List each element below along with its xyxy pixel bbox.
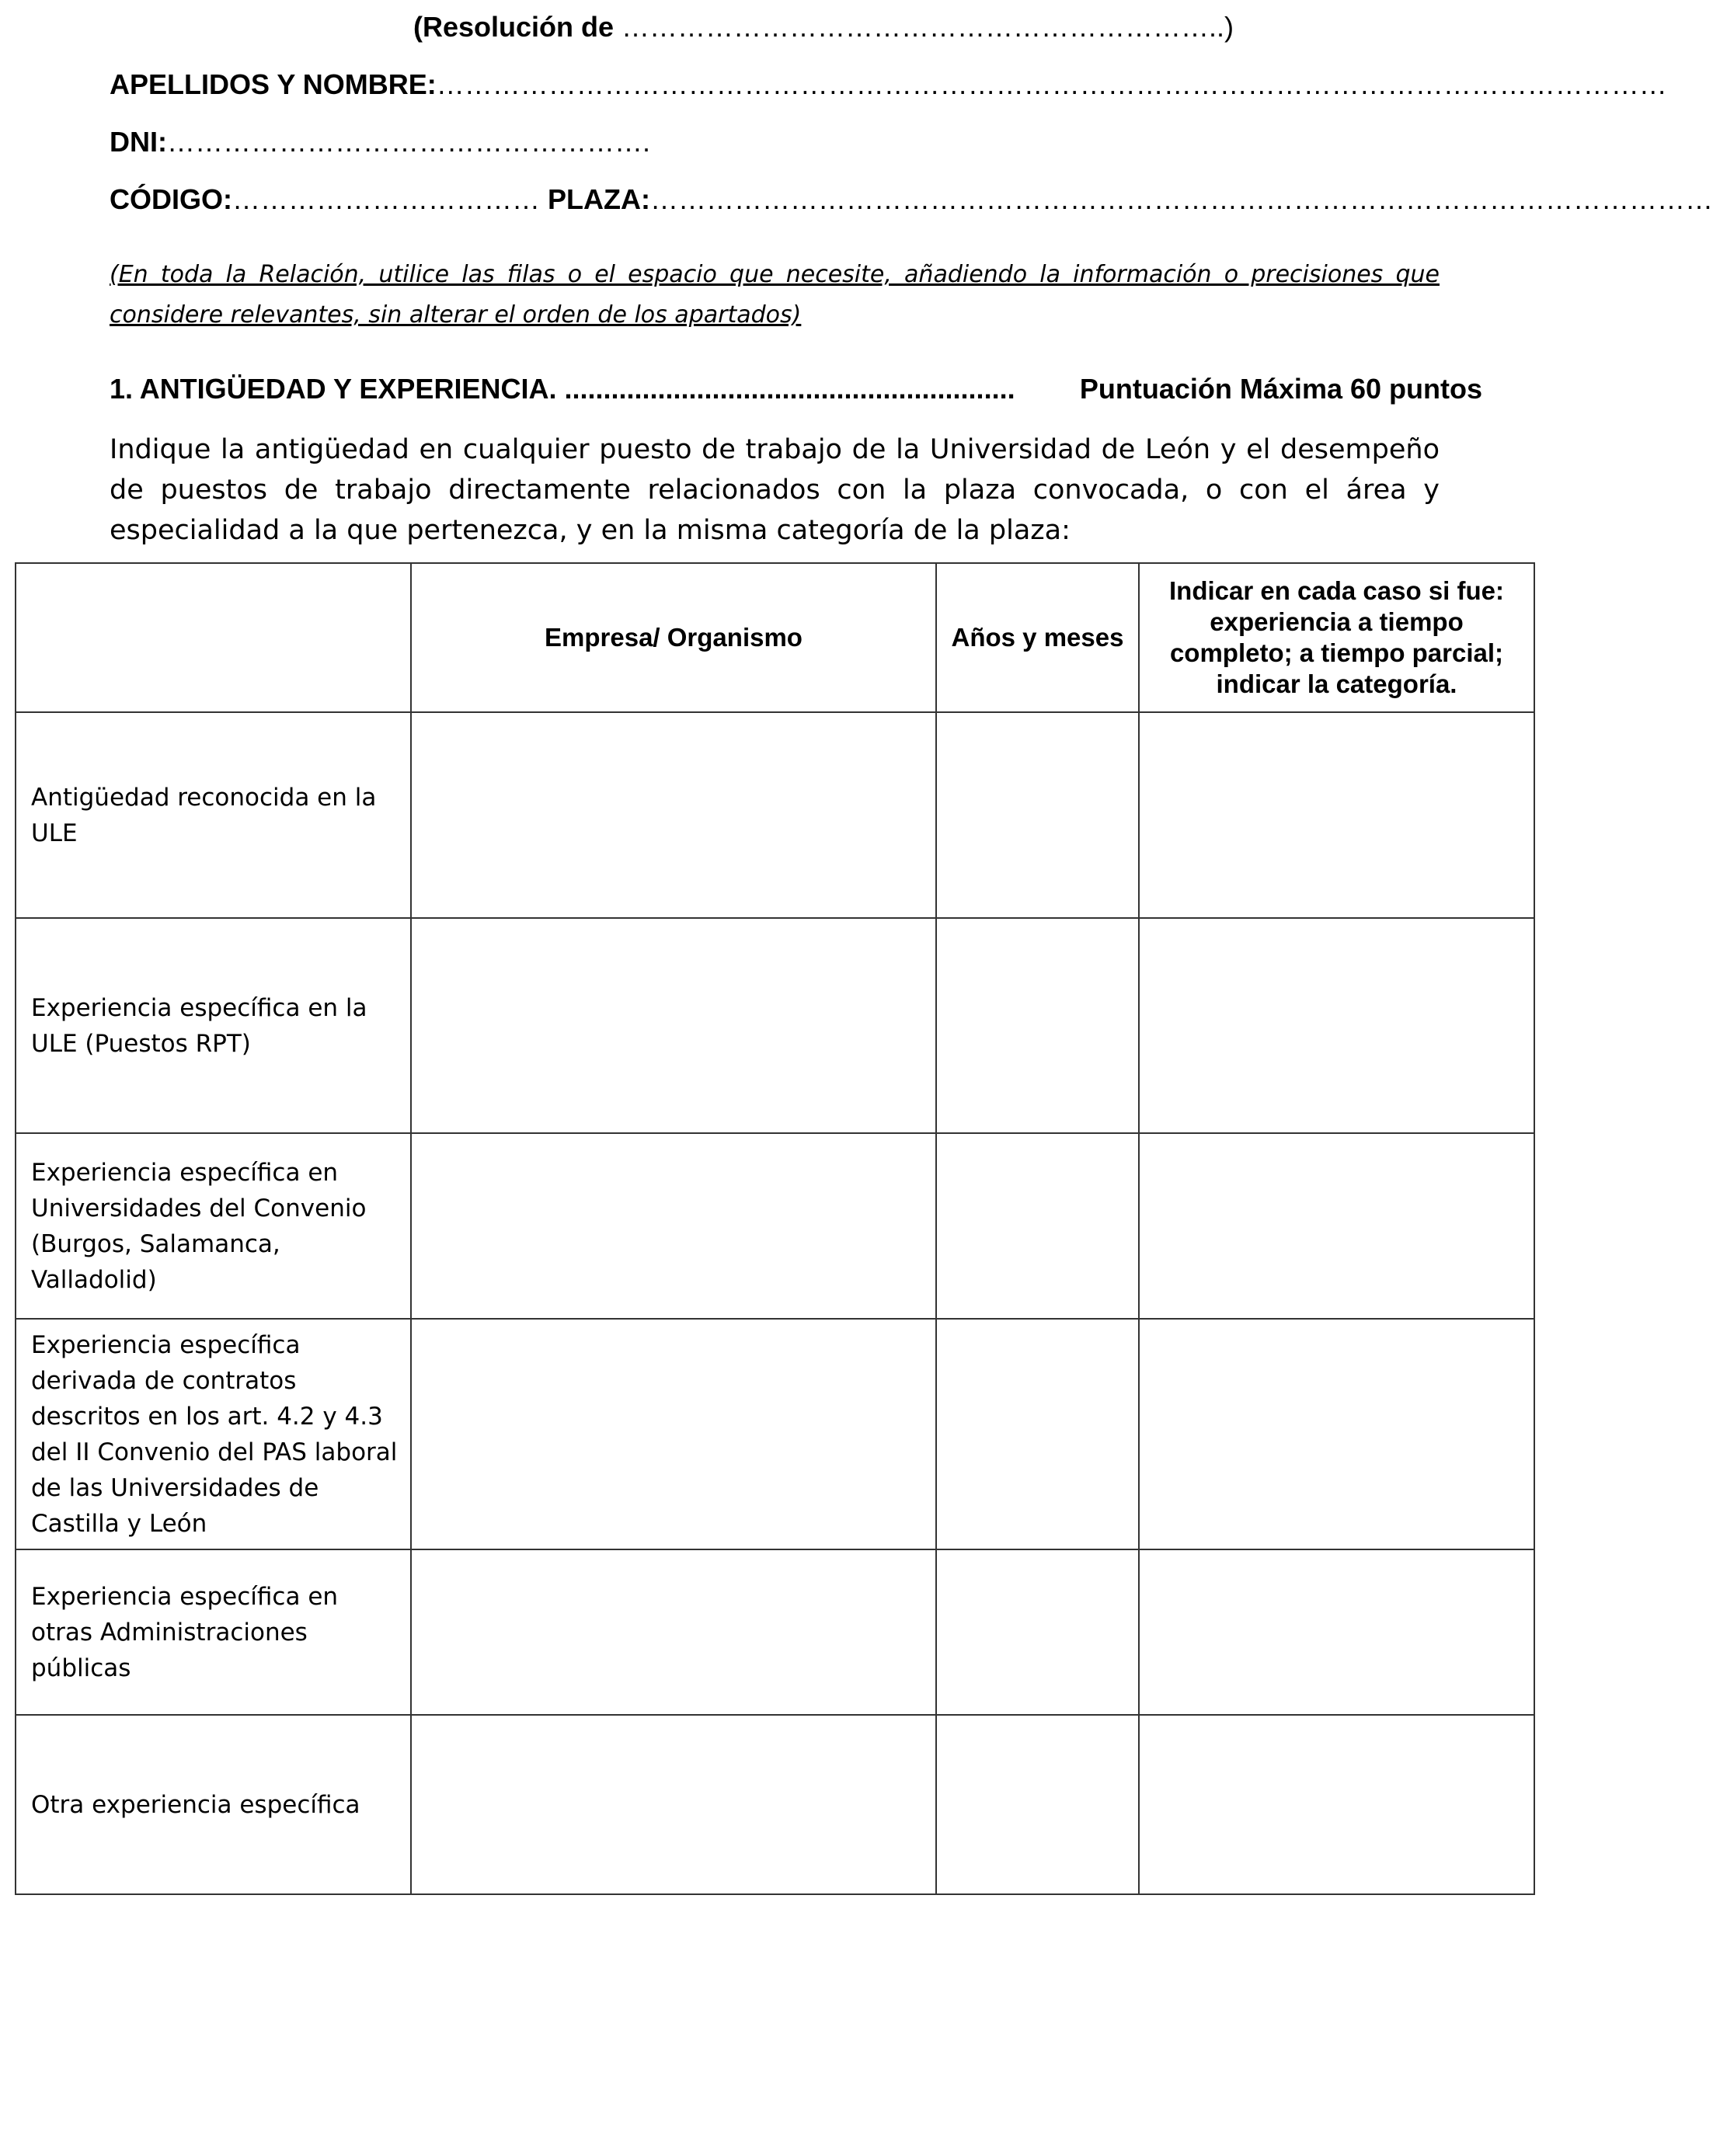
- row-label: Experiencia específica en Universidades del Convenio (Burgos, Salamanca, Valladolid): [16, 1133, 411, 1319]
- row-label: Experiencia específica en otras Administraciones públicas: [16, 1549, 411, 1715]
- dni-field[interactable]: …………………………………………….: [167, 126, 651, 158]
- resolucion-line: [413, 11, 1234, 43]
- empresa-cell[interactable]: [411, 1133, 936, 1319]
- apellidos-line: [110, 68, 1667, 101]
- codigo-label: CÓDIGO:: [110, 183, 232, 215]
- tipo-experiencia-cell[interactable]: [1139, 1133, 1534, 1319]
- anos-meses-cell[interactable]: [936, 1549, 1139, 1715]
- section-intro: Indique la antigüedad en cualquier puesto de trabajo de la Universidad de León y el desempeño de puestos de trabajo directamente relacionados con la plaza convocada, o con el área y especialidad a la que pertenezca, y en la misma categoría de la plaza:: [110, 434, 1440, 546]
- codigo-line: [110, 183, 1713, 216]
- anos-meses-cell[interactable]: [936, 1715, 1139, 1894]
- empresa-cell[interactable]: [411, 918, 936, 1133]
- section-max-score: Puntuación Máxima 60 puntos: [1079, 373, 1482, 405]
- anos-meses-cell[interactable]: [936, 1133, 1139, 1319]
- table-row: [16, 1549, 1534, 1715]
- empresa-cell[interactable]: [411, 1715, 936, 1894]
- plaza-field[interactable]: ……………………………………………………………………………………………………: [650, 183, 1713, 215]
- anos-meses-cell[interactable]: [936, 918, 1139, 1133]
- plaza-label: PLAZA:: [548, 183, 650, 215]
- dni-label: DNI:: [110, 126, 167, 158]
- empresa-cell[interactable]: [411, 1319, 936, 1549]
- row-label: Otra experiencia específica: [16, 1715, 411, 1894]
- tipo-experiencia-cell[interactable]: [1139, 1549, 1534, 1715]
- codigo-field[interactable]: ……………………………: [232, 183, 540, 215]
- table-header-row: [16, 563, 1534, 712]
- tipo-experiencia-cell[interactable]: [1139, 918, 1534, 1133]
- row-label: Experiencia específica en la ULE (Puestos RPT): [16, 918, 411, 1133]
- instructions-note: (En toda la Relación, utilice las filas o el espacio que necesite, añadiendo la información o precisiones que considere relevantes, sin alterar el orden de los apartados): [110, 261, 1440, 329]
- anos-meses-cell[interactable]: [936, 712, 1139, 918]
- section-title: 1. ANTIGÜEDAD Y EXPERIENCIA. ..........................................................: [110, 373, 1015, 405]
- table-row: [16, 918, 1534, 1133]
- header-anos-meses: Años y meses: [936, 563, 1139, 712]
- empresa-cell[interactable]: [411, 712, 936, 918]
- header-tipo-experiencia: Indicar en cada caso si fue: experiencia a tiempo completo; a tiempo parcial; indicar la categoría.: [1139, 563, 1534, 712]
- table-row: [16, 1133, 1534, 1319]
- empresa-cell[interactable]: [411, 1549, 936, 1715]
- tipo-experiencia-cell[interactable]: [1139, 712, 1534, 918]
- table-row: [16, 1715, 1534, 1894]
- apellidos-field[interactable]: ……………………………………………………………………………………………………………………: [436, 68, 1667, 100]
- anos-meses-cell[interactable]: [936, 1319, 1139, 1549]
- section-heading: [110, 373, 1482, 405]
- dni-line: [110, 126, 650, 158]
- row-label: Antigüedad reconocida en la ULE: [16, 712, 411, 918]
- experience-table: [15, 562, 1535, 1895]
- resolucion-label: (Resolución de: [413, 11, 615, 43]
- row-label: Experiencia específica derivada de contratos descritos en los art. 4.2 y 4.3 del II Convenio del PAS laboral de las Universidades de Castilla y León: [16, 1319, 411, 1549]
- resolucion-field[interactable]: ………………………………………………………..): [621, 11, 1234, 43]
- apellidos-label: APELLIDOS Y NOMBRE:: [110, 68, 437, 100]
- header-blank: [16, 563, 411, 712]
- tipo-experiencia-cell[interactable]: [1139, 1715, 1534, 1894]
- header-empresa: Empresa/ Organismo: [411, 563, 936, 712]
- table-row: [16, 712, 1534, 918]
- table-row: [16, 1319, 1534, 1549]
- tipo-experiencia-cell[interactable]: [1139, 1319, 1534, 1549]
